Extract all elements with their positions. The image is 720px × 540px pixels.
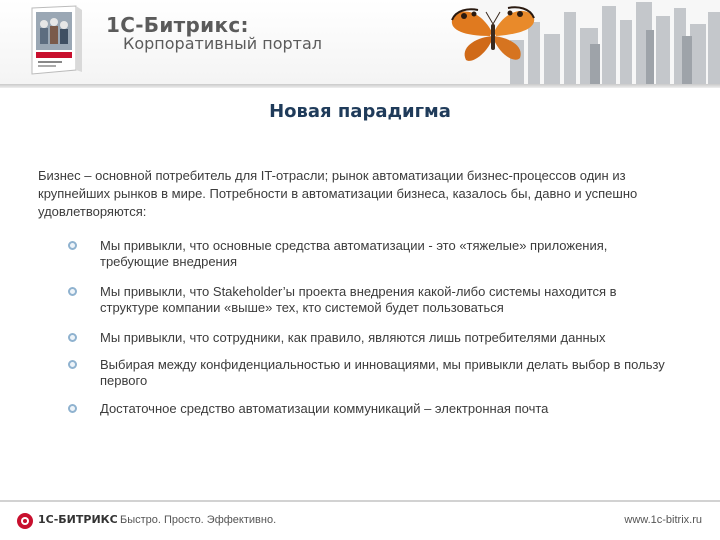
header-divider [0, 84, 720, 88]
slide-title: Новая парадигма [269, 101, 451, 122]
bullet-text: Мы привыкли, что Stakeholder’ы проекта внедрения какой-либо системы находится в структуре компании «выше» тех, кто системой будет пользоваться [100, 284, 617, 315]
bullet-marker-icon [68, 360, 77, 369]
bullet-marker-icon [68, 287, 77, 296]
bullet-marker-icon [68, 333, 77, 342]
product-name: Корпоративный портал [123, 34, 322, 53]
bullet-text: Достаточное средство автоматизации коммуникаций – электронная почта [100, 401, 549, 416]
bullet-text: Выбирая между конфиденциальностью и инновациями, мы привыкли делать выбор в пользу первого [100, 357, 665, 388]
bitrix-logo-icon [16, 512, 34, 530]
bullet-text: Мы привыкли, что основные средства автоматизации - это «тяжелые» приложения, требующие внедрения [100, 238, 608, 269]
bullet-marker-icon [68, 404, 77, 413]
butterfly-image [448, 2, 538, 66]
product-box-image [26, 4, 86, 76]
intro-paragraph: Бизнес – основной потребитель для IT-отрасли; рынок автоматизации бизнес-процессов один из крупнейших рынков в мире. Потребности в автоматизации бизнеса, казалось бы, давно и успешно удовлетворяются: [38, 168, 638, 219]
footer-slogan: Быстро. Просто. Эффективно. [120, 514, 277, 526]
footer [0, 502, 720, 540]
bullet-marker-icon [68, 241, 77, 250]
footer-brand: 1С-БИТРИКС [38, 513, 118, 526]
footer-url-link[interactable]: www.1c-bitrix.ru [624, 514, 702, 526]
header [0, 0, 720, 84]
bullet-text: Мы привыкли, что сотрудники, как правило, являются лишь потребителями данных [100, 330, 606, 345]
brand-name: 1С-Битрикс: [106, 13, 249, 37]
